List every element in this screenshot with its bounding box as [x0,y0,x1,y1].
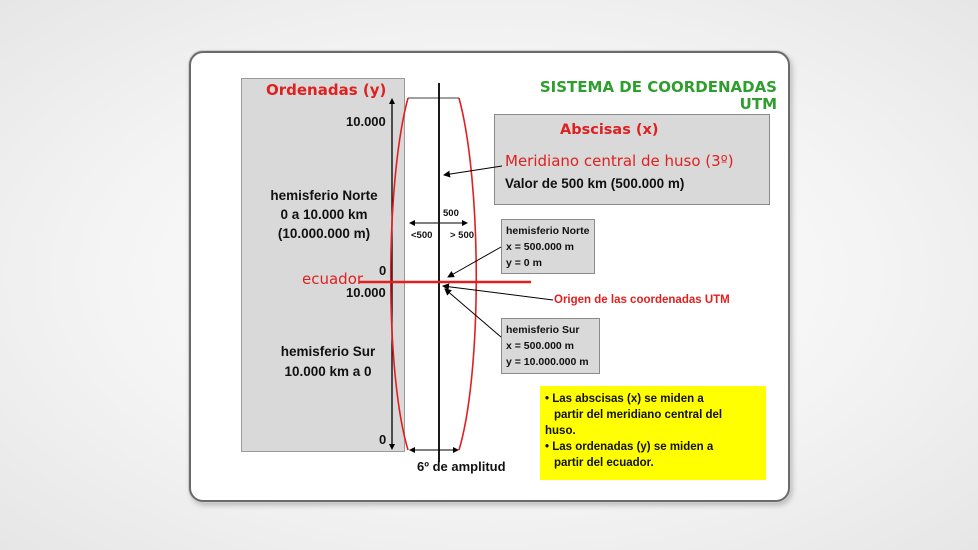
central-meridian-text: Meridiano central de huso (3º) [505,152,734,170]
north-top-value: 10.000 [346,114,386,129]
south-box-pointer [445,289,501,337]
north-box-pointer [448,247,501,277]
south-hemisphere-line-2: 10.000 km a 0 [284,364,372,379]
north-origin-line-2: x = 500.000 m [506,241,575,253]
utm-origin-label: Origen de las coordenadas UTM [554,294,730,306]
title-line-1: SISTEMA DE COORDENADAS [539,78,777,96]
south-origin-line-2: x = 500.000 m [506,340,575,352]
north-hemisphere-line-1: hemisferio Norte [270,188,378,203]
north-origin-line-3: y = 0 m [506,257,542,269]
north-hemisphere-line-3: (10.000.000 m) [277,226,371,241]
utm-zone-lens [391,98,477,450]
south-bottom-zero: 0 [379,432,387,447]
meridian-west-mark: <500 [411,230,433,241]
central-meridian-value: Valor de 500 km (500.000 m) [505,176,685,191]
south-origin-line-3: y = 10.000.000 m [506,356,589,368]
south-hemisphere-line-1: hemisferio Sur [280,344,376,359]
diagram-graphics [191,53,788,500]
equator-zero: 0 [379,263,387,278]
north-hemisphere-line-2: 0 a 10.000 km [280,207,368,222]
north-origin-line-1: hemisferio Norte [506,225,590,237]
note-1-line-2: partir del meridiano central del [554,409,723,421]
equator-value: 10.000 [346,285,386,300]
zone-amplitude-label: 6º de amplitud [417,459,506,474]
note-2-line-2: partir del ecuador. [554,457,654,469]
origin-pointer [443,286,553,300]
meridian-value-500: 500 [443,208,459,219]
note-1-line-3: huso. [545,425,576,437]
title-line-2: UTM [739,95,777,113]
equator-label: ecuador [302,270,364,288]
note-1-line-1: • Las abscisas (x) se miden a [545,393,704,405]
note-2-line-1: • Las ordenadas (y) se miden a [545,441,714,453]
slide-frame [189,51,790,502]
ordinate-axis-label: Ordenadas (y) [266,81,387,99]
abscissa-title: Abscisas (x) [560,122,659,138]
meridian-pointer-arrow [444,166,502,175]
meridian-east-mark: > 500 [450,230,475,241]
south-origin-line-1: hemisferio Sur [506,324,580,336]
